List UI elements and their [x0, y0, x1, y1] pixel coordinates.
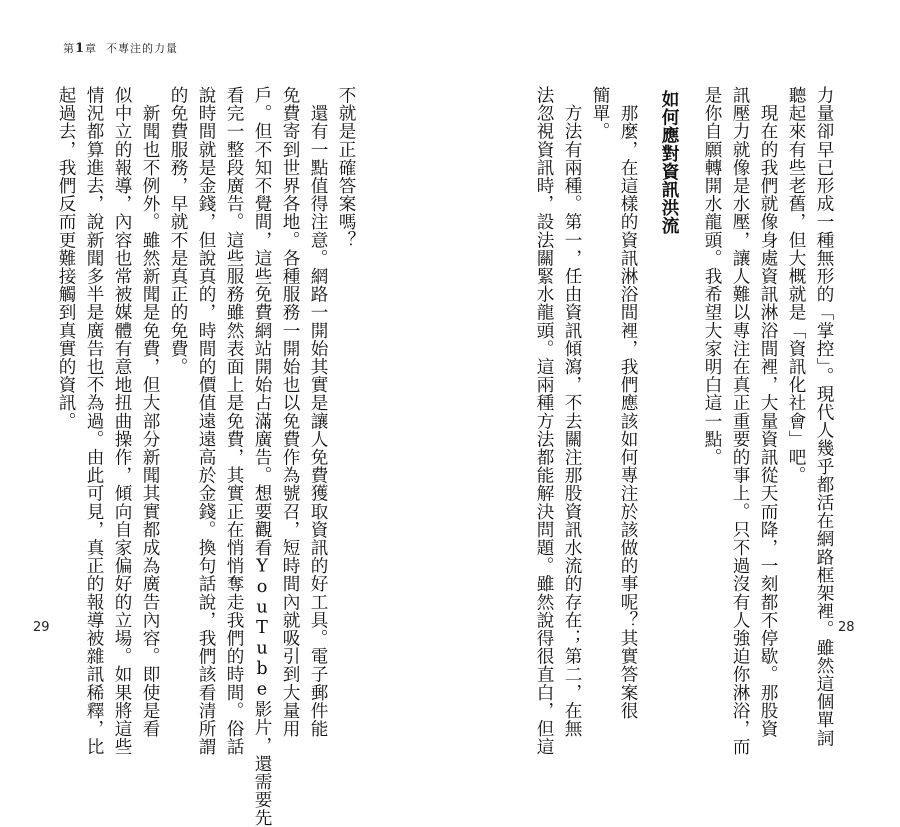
- text-column: 那麼，在這樣的資訊淋浴間裡，我們應該如何專注於該做的事呢？其實答案很: [618, 86, 638, 720]
- text-column: 聽起來有些老舊，但大概就是「資訊化社會」吧。: [786, 86, 806, 485]
- section-heading: 如何應對資訊洪流: [659, 90, 679, 235]
- text-column: 力量卻早已形成一種無形的「掌控」。現代人幾乎都活在網路框架裡。雖然這個單詞: [814, 86, 834, 747]
- text-column: 法忽視資訊時，設法關緊水龍頭。這兩種方法都能解決問題。雖然說得很直白，但這: [534, 86, 554, 756]
- text-column: 是你自願轉開水龍頭。我希望大家明白這一點。: [702, 86, 722, 467]
- text-column: 戶。但不知不覺間，這些免費網站開始占滿廣告。想要觀看YouTube影片，還需要先: [252, 86, 272, 827]
- text-column: 簡單。: [590, 86, 610, 141]
- text-column: 訊壓力就像是水壓，讓人難以專注在真正重要的事上。只不過沒有人強迫你淋浴，而: [730, 86, 750, 756]
- text-column: 不就是正確答案嗎？: [336, 86, 356, 249]
- chapter-number: 1: [75, 41, 86, 56]
- page-number-right: 28: [838, 620, 855, 635]
- text-column: 起過去，我們反而更難接觸到真實的資訊。: [56, 86, 76, 430]
- text-column: 免費寄到世界各地。各種服務一開始也以免費作為號召，短時間內就吸引到大量用: [280, 86, 300, 738]
- text-column: 方法有兩種。第一，任由資訊傾瀉，不去關注那股資訊水流的存在；第二，在無: [562, 86, 582, 738]
- page-number-left: 29: [33, 620, 50, 635]
- text-column: 現在的我們就像身處資訊淋浴間裡，大量資訊從天而降，一刻都不停歇。那股資: [758, 86, 778, 738]
- text-column: 看完一整段廣告。這些服務雖然表面上是免費，其實正在悄悄奪走我們的時間。俗話: [224, 86, 244, 756]
- chapter-title: 不專注的力量: [106, 42, 179, 55]
- text-column: 的免費服務，早就不是真正的免費。: [168, 86, 188, 376]
- chapter-prefix: 第: [63, 42, 75, 55]
- chapter-suffix: 章: [85, 42, 98, 55]
- text-column: 似中立的報導，內容也常被媒體有意地扭曲操作，傾向自家偏好的立場。如果將這些: [112, 86, 132, 756]
- text-column: 情況都算進去，說新聞多半是廣告也不為過。由此可見，真正的報導被雜訊稀釋，比: [84, 86, 104, 756]
- running-head: [63, 40, 178, 56]
- text-column: 說時間就是金錢，但說真的，時間的價值遠遠高於金錢。換句話說，我們該看清所謂: [196, 86, 216, 756]
- text-column: 還有一點值得注意。網路一開始其實是讓人免費獲取資訊的好工具。電子郵件能: [308, 86, 328, 738]
- text-column: 新聞也不例外。雖然新聞是免費，但大部分新聞其實都成為廣告內容。即使是看: [140, 86, 160, 738]
